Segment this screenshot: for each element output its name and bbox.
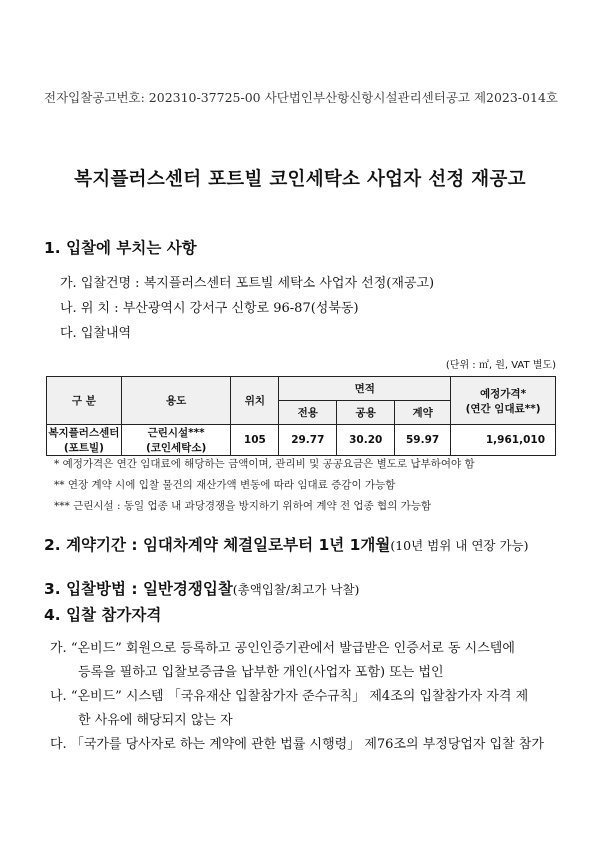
section-2-heading xyxy=(44,533,529,555)
qualification-item xyxy=(50,637,515,685)
org-notice-number: 사단법인부산항신항시설관리센터공고 제2023-014호 xyxy=(264,90,558,105)
bid-name-item: 가. 입찰건명 : 복지플러스센터 포트빌 세탁소 사업자 선정(재공고) xyxy=(60,276,435,291)
cell-contract: 59.97 xyxy=(395,425,451,456)
note-facility: *** 근린시설 : 동일 업종 내 과당경쟁을 방지하기 위하여 계약 전 업종 협의 가능함 xyxy=(54,500,432,512)
contract-period: 2. 계약기간 : 임대차계약 체결일로부터 1년 1개월 xyxy=(44,536,391,554)
bid-method-note: (총액입찰/최고가 낙찰) xyxy=(232,582,360,597)
header-category: 구 분 xyxy=(47,377,122,425)
cell-category-l2: (포트빌) xyxy=(63,442,104,454)
qualification-item xyxy=(50,685,528,733)
header-exclusive: 전용 xyxy=(279,401,337,425)
header-price xyxy=(451,377,556,425)
contract-period-note: (10년 범위 내 연장 가능) xyxy=(390,538,529,553)
bid-notice-number: 전자입찰공고번호: 202310-37725-00 xyxy=(44,90,261,105)
cell-common: 30.20 xyxy=(337,425,395,456)
bid-details-table xyxy=(46,376,556,456)
cell-use xyxy=(121,425,231,456)
location-item: 나. 위 치 : 부산광역시 강서구 신항로 96-87(성북동) xyxy=(60,301,359,316)
cell-use-l2: (코인세탁소) xyxy=(145,442,207,454)
header-location: 위치 xyxy=(231,377,279,425)
qualification-item xyxy=(50,733,544,757)
cell-location: 105 xyxy=(231,425,279,456)
cell-price: 1,961,010 xyxy=(451,425,556,456)
qualification-line: 등록을 필하고 입찰보증금을 납부한 개인(사업자 포함) 또는 법인 xyxy=(78,665,444,680)
header-contract: 계약 xyxy=(395,401,451,425)
cell-exclusive: 29.77 xyxy=(279,425,337,456)
cell-use-l1: 근린시설*** xyxy=(147,427,205,439)
note-price: * 예정가격은 연간 임대료에 해당하는 금액이며, 관리비 및 공공요금은 별도로 납부하여야 함 xyxy=(54,458,475,470)
cell-category-l1: 복지플러스센터 xyxy=(48,427,120,439)
header-price-line1: 예정가격* xyxy=(480,387,527,400)
document-title: 복지플러스센터 포트빌 코인세탁소 사업자 선정 재공고 xyxy=(74,169,526,190)
bid-method: 3. 입찰방법 : 일반경쟁입찰 xyxy=(44,580,233,598)
qualification-line: 가. “온비드” 회원으로 등록하고 공인인증기관에서 발급받은 인증서로 동 시스템에 xyxy=(50,641,515,656)
qualification-line: 다. 「국가를 당사자로 하는 계약에 관한 법률 시행령」 제76조의 부정당업자 입찰 참가 xyxy=(50,737,544,752)
cell-category xyxy=(47,425,122,456)
bid-details-item: 다. 입찰내역 xyxy=(60,326,132,341)
section-4-heading: 4. 입찰 참가자격 xyxy=(44,606,162,624)
section-3-heading xyxy=(44,577,359,599)
table-row xyxy=(47,425,556,456)
header-use: 용도 xyxy=(121,377,231,425)
qualification-line: 나. “온비드” 시스템 「국유재산 입찰참가자 준수규칙」 제4조의 입찰참가자 자격 제 xyxy=(50,689,529,704)
header-area: 면적 xyxy=(279,377,451,401)
header-price-line2: (연간 임대료**) xyxy=(465,402,541,415)
header-common: 공용 xyxy=(337,401,395,425)
unit-note: (단위 : ㎡, 원, VAT 별도) xyxy=(445,360,556,371)
note-extension: ** 연장 계약 시에 입찰 물건의 재산가액 변동에 따라 임대료 증감이 가능함 xyxy=(54,479,396,491)
section-1-heading: 1. 입찰에 부치는 사항 xyxy=(44,239,197,257)
qualification-line: 한 사유에 해당되지 않는 자 xyxy=(78,713,233,728)
